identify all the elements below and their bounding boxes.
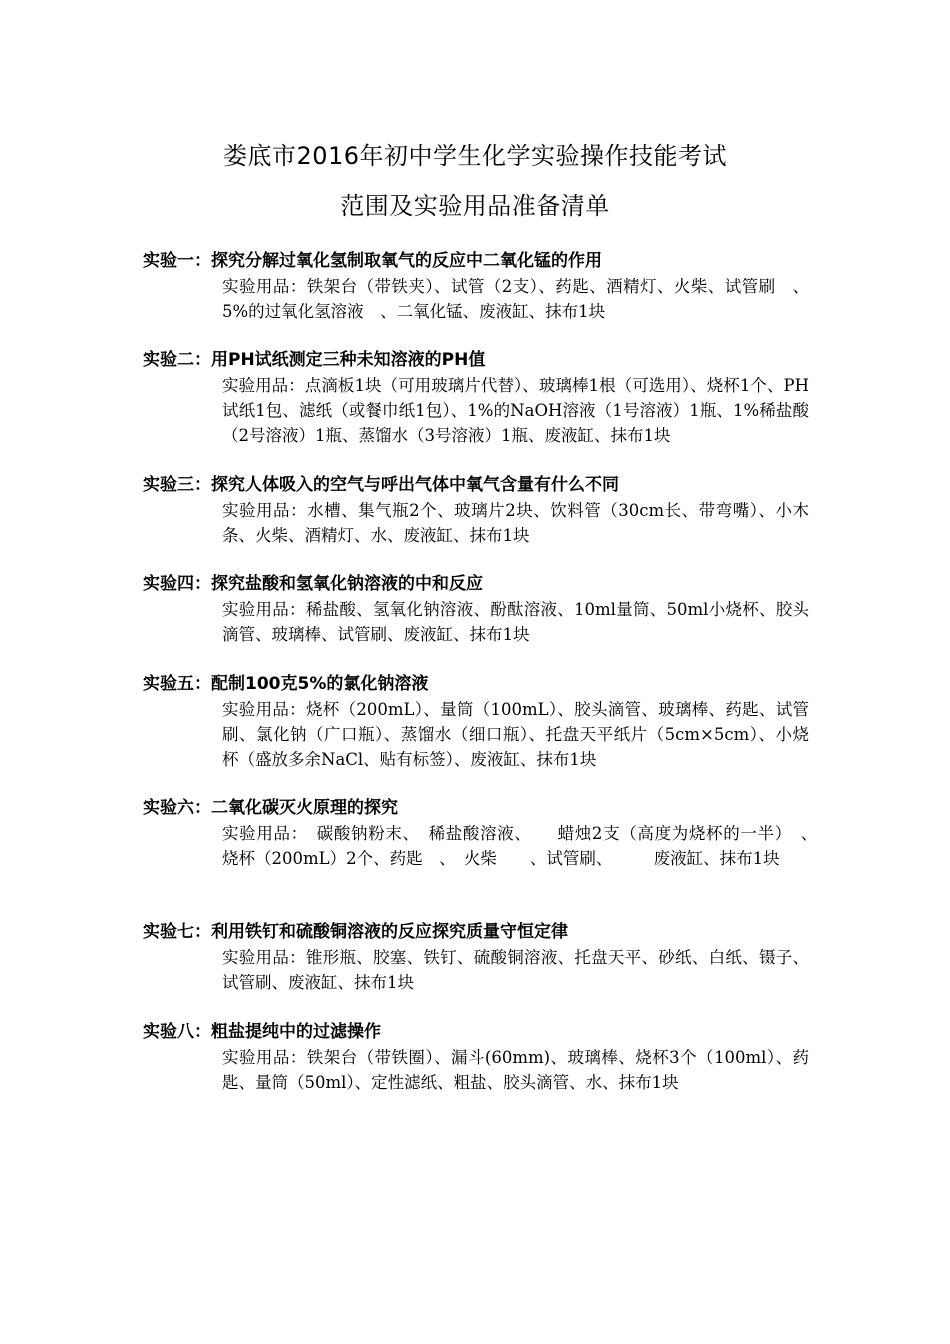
experiment-materials [222,1045,809,1095]
materials-prefix: 实验用品： [222,824,300,843]
experiment-section-2 [143,348,813,448]
experiment-title: 粗盐提纯中的过滤操作 [211,1022,381,1042]
experiment-title: 探究人体吸入的空气与呼出气体中氧气含量有什么不同 [211,475,619,495]
experiment-heading [143,572,813,597]
materials-list: 水槽、集气瓶2个、玻璃片2块、饮料管（30cm长、带弯嘴）、小木条、火柴、酒精灯、水、废液缸、抹布1块 [222,501,809,545]
materials-list: 锥形瓶、胶塞、铁钉、硫酸铜溶液、托盘天平、砂纸、白纸、镊子、试管刷、废液缸、抹布1块 [222,948,810,992]
materials-list: 铁架台（带铁圈）、漏斗(60mm)、玻璃棒、烧杯3个（100ml）、药匙、量筒（50ml）、定性滤纸、粗盐、胶头滴管、水、抹布1块 [222,1048,810,1092]
experiment-section-1 [143,249,813,324]
experiment-section-3 [143,473,813,548]
experiment-heading [143,1020,813,1045]
experiment-section-7 [143,920,813,995]
materials-prefix: 实验用品： [222,700,306,719]
materials-prefix: 实验用品： [222,376,305,395]
experiment-section-8 [143,1020,813,1095]
materials-list: 稀盐酸、氢氧化钠溶液、酚酞溶液、10ml量筒、50ml小烧杯、胶头滴管、玻璃棒、试管刷、废液缸、抹布1块 [222,600,810,644]
materials-prefix: 实验用品： [222,277,307,296]
materials-prefix: 实验用品： [222,501,308,520]
experiment-label: 实验二： [143,350,211,370]
document-subtitle: 范围及实验用品准备清单 [340,192,610,220]
experiment-label: 实验六： [143,798,211,818]
experiment-section-4 [143,572,813,647]
experiment-label: 实验八： [143,1022,211,1042]
experiment-section-5 [143,672,813,772]
experiment-title: 探究分解过氧化氢制取氧气的反应中二氧化锰的作用 [211,251,602,271]
experiment-materials [222,274,809,324]
experiment-label: 实验一： [143,251,211,271]
experiment-heading [143,473,813,498]
experiment-section-6 [143,796,826,871]
experiment-heading [143,920,813,945]
document-title: 娄底市2016年初中学生化学实验操作技能考试 [222,142,728,170]
materials-list: 烧杯（200mL）、量筒（100mL）、胶头滴管、玻璃棒、药匙、试管刷、氯化钠（广口瓶）、蒸馏水（细口瓶）、托盘天平纸片（5cm×5cm）、小烧杯（盛放多余NaCl、贴有标签）、废液缸、抹布1块 [222,700,809,769]
experiment-label: 实验七： [143,922,211,942]
experiment-materials [222,945,809,995]
materials-prefix: 实验用品： [222,948,306,967]
experiment-heading [143,672,813,697]
experiment-heading [143,249,813,274]
experiment-heading [143,348,813,373]
experiment-label: 实验四： [143,574,211,594]
experiment-heading [143,796,813,821]
materials-list: 点滴板1块（可用玻璃片代替）、玻璃棒1根（可选用）、烧杯1个、PH试纸1包、滤纸（或餐巾纸1包）、1%的NaOH溶液（1号溶液）1瓶、1%稀盐酸（2号溶液）1瓶、蒸馏水（3号溶液）1瓶、废液缸、抹布1块 [222,376,809,445]
experiment-materials [222,597,809,647]
experiment-materials [222,821,826,871]
experiment-title: 配制100克5%的氯化钠溶液 [211,674,429,694]
materials-list: 铁架台（带铁夹）、试管（2支）、药匙、酒精灯、火柴、试管刷 、5%的过氧化氢溶液 、二氧化锰、废液缸、抹布1块 [222,277,810,321]
experiment-title: 二氧化碳灭火原理的探究 [211,798,398,818]
materials-prefix: 实验用品： [222,600,306,619]
experiment-label: 实验五： [143,674,211,694]
experiment-materials [222,697,809,772]
experiment-label: 实验三： [143,475,211,495]
experiment-title: 利用铁钉和硫酸铜溶液的反应探究质量守恒定律 [211,922,568,942]
materials-prefix: 实验用品： [222,1048,307,1067]
materials-list: 碳酸钠粉末、 稀盐酸溶液、 蜡烛2支（高度为烧杯的一半） 、 烧杯（200mL）2个、药匙 、 火柴 、试管刷、 废液缸、抹布1块 [222,824,826,868]
experiment-materials [222,373,809,448]
experiment-materials [222,498,809,548]
experiment-title: 用PH试纸测定三种未知溶液的PH值 [211,350,486,370]
experiment-title: 探究盐酸和氢氧化钠溶液的中和反应 [211,574,483,594]
